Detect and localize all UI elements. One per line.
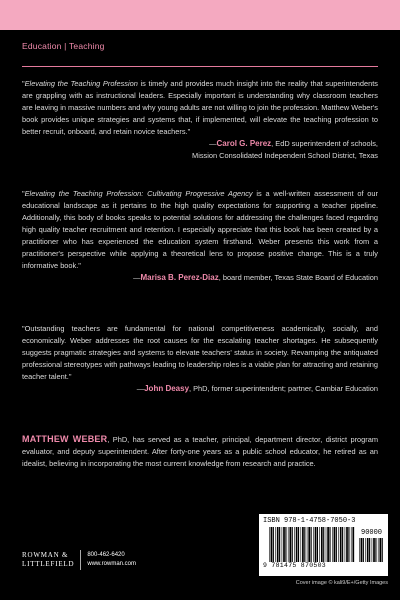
- barcode-bar: [288, 527, 289, 562]
- barcode-bar: [329, 527, 330, 562]
- barcode-bar: [375, 538, 376, 562]
- review-attribution: —Carol G. Perez, EdD superintendent of schools,: [209, 139, 378, 148]
- barcode-bar: [348, 527, 349, 562]
- barcode-bar: [294, 527, 295, 562]
- barcode-bar: [296, 527, 298, 562]
- barcode-bar: [271, 527, 273, 562]
- barcode-bar: [304, 527, 305, 562]
- isbn-number: ISBN 978-1-4758-7050-3: [263, 517, 356, 525]
- barcode-bar: [361, 538, 363, 562]
- pink-divider: [22, 66, 378, 67]
- barcode-bar: [292, 527, 293, 562]
- publisher-phone: 800-462-6420: [87, 552, 125, 558]
- barcode-bar: [379, 538, 381, 562]
- publisher-contact: [87, 551, 136, 569]
- barcode-bar: [301, 527, 302, 562]
- barcode-bar: [313, 527, 314, 562]
- review-quote-1: [22, 78, 378, 162]
- barcode-bar: [321, 527, 323, 562]
- barcode-bar: [326, 527, 327, 562]
- barcode-bar: [334, 527, 336, 562]
- publisher-block: [22, 549, 136, 571]
- barcode-bar: [273, 527, 274, 562]
- review-text: "Elevating the Teaching Profession: Cultivating Progressive Agency is a well-written assessment of our educational landscape as it pertains to the high quality expectations for supporting a teacher pipeline. Additionally, this body of books speaks to potential solutions for addressing the challenges faced regarding high quality teacher recruitment and retention. I especially appreciate that this book has been created by a practitioner who has experienced the education system firsthand. Weber presents this work from a practitioner's perspective while applying a theoretical lens to propose positive change. This is a truly informative book.": [22, 189, 378, 270]
- review-quote-3: [22, 323, 378, 395]
- barcode-bar: [307, 527, 308, 562]
- barcode-bar: [363, 538, 364, 562]
- barcode-bar: [373, 538, 375, 562]
- barcode-bar: [311, 527, 312, 562]
- review-text: "Outstanding teachers are fundamental for national competitiveness academically, socially, and economically. Weber addresses the root causes for the escalating teacher shortages. He subsequently suggests pragmatic strategies and systems to elevate teachers' status in society. Revamping the antiquated professional stereotypes with pathways leading to leadership roles is a viable plan for attracting and retaining teacher talent.": [22, 324, 378, 381]
- barcode-bar: [359, 538, 360, 562]
- barcode-bar: [378, 538, 379, 562]
- top-pink-band: [0, 0, 400, 30]
- barcode-bar: [367, 538, 369, 562]
- review-text: "Elevating the Teaching Profession is timely and provides much insight into the reality that superintendents are grappling with as instructional leaders. Especially important is understanding why classroom teachers are leaving in massive numbers and why young adults are not willing to join the profession. Matthew Weber's book provides unique strategies and systems that, if implemented, will elevate the teaching profession to better recruit, onboard, and retain novice teachers.": [22, 79, 378, 136]
- reviewer-name: Carol G. Perez: [216, 139, 272, 148]
- barcode-bar: [277, 527, 279, 562]
- barcode-bar: [317, 527, 318, 562]
- barcode-bar: [289, 527, 291, 562]
- barcode-bar: [382, 538, 383, 562]
- barcode-bar: [298, 527, 299, 562]
- reviewer-role: , PhD, former superintendent; partner, Cambiar Education: [189, 384, 378, 393]
- barcode-bar: [308, 527, 310, 562]
- barcode-bar: [352, 527, 354, 562]
- author-bio: [22, 433, 378, 470]
- barcode-bar: [338, 527, 339, 562]
- reviewer-name: John Deasy: [144, 384, 190, 393]
- isbn-barcode: [259, 514, 388, 576]
- barcode-bar: [336, 527, 337, 562]
- barcode-bar: [319, 527, 320, 562]
- barcode-bar: [369, 538, 370, 562]
- barcode-bar: [332, 527, 333, 562]
- book-title: Elevating the Teaching Profession: [24, 79, 138, 88]
- barcode-bar: [342, 527, 343, 562]
- review-attribution: —John Deasy, PhD, former superintendent; partner, Cambiar Education: [136, 384, 378, 393]
- book-title: Elevating the Teaching Profession: Cultivating Progressive Agency: [24, 189, 253, 198]
- barcode-bar: [275, 527, 276, 562]
- reviewer-affiliation: Mission Consolidated Independent School District, Texas: [192, 151, 378, 160]
- barcode-bar: [283, 527, 285, 562]
- publisher-website: www.rowman.com: [87, 561, 137, 567]
- barcode-bar: [279, 527, 280, 562]
- barcode-bar: [285, 527, 286, 562]
- barcode-bar: [302, 527, 304, 562]
- barcode-bar: [323, 527, 324, 562]
- barcode-bar: [340, 527, 342, 562]
- review-quote-2: [22, 188, 378, 284]
- barcode-bar: [346, 527, 348, 562]
- reviewer-role: , EdD superintendent of schools,: [271, 139, 378, 148]
- publisher-logo: ROWMAN & LITTLEFIELD: [22, 551, 75, 568]
- barcode-bar: [372, 538, 373, 562]
- category-label: Education | Teaching: [22, 41, 105, 51]
- publisher-divider: [80, 550, 81, 570]
- author-name: MATTHEW WEBER: [22, 434, 108, 444]
- barcode-bar: [351, 527, 352, 562]
- barcode-bar: [282, 527, 283, 562]
- barcode-bar: [269, 527, 270, 562]
- barcode-price-code: 90000: [361, 529, 383, 537]
- cover-credit: Cover image © kali9/E+/Getty Images: [295, 580, 388, 586]
- barcode-digits: 9 781475 870503: [263, 562, 327, 569]
- barcode-bar: [315, 527, 317, 562]
- bio-text: , PhD, has served as a teacher, principal, department director, district program evaluator, and deputy superintendent. After forty-one years as a public school educator, he retired as an idealist, believing in incorporating the most current knowledge from research and practice.: [22, 435, 379, 468]
- reviewer-name: Marisa B. Perez-Diaz: [140, 273, 219, 282]
- barcode-bar: [327, 527, 329, 562]
- barcode-bar: [345, 527, 346, 562]
- review-attribution: —Marisa B. Perez-Diaz, board member, Texas State Board of Education: [133, 273, 378, 282]
- reviewer-role: , board member, Texas State Board of Education: [218, 273, 378, 282]
- barcode-bar: [365, 538, 366, 562]
